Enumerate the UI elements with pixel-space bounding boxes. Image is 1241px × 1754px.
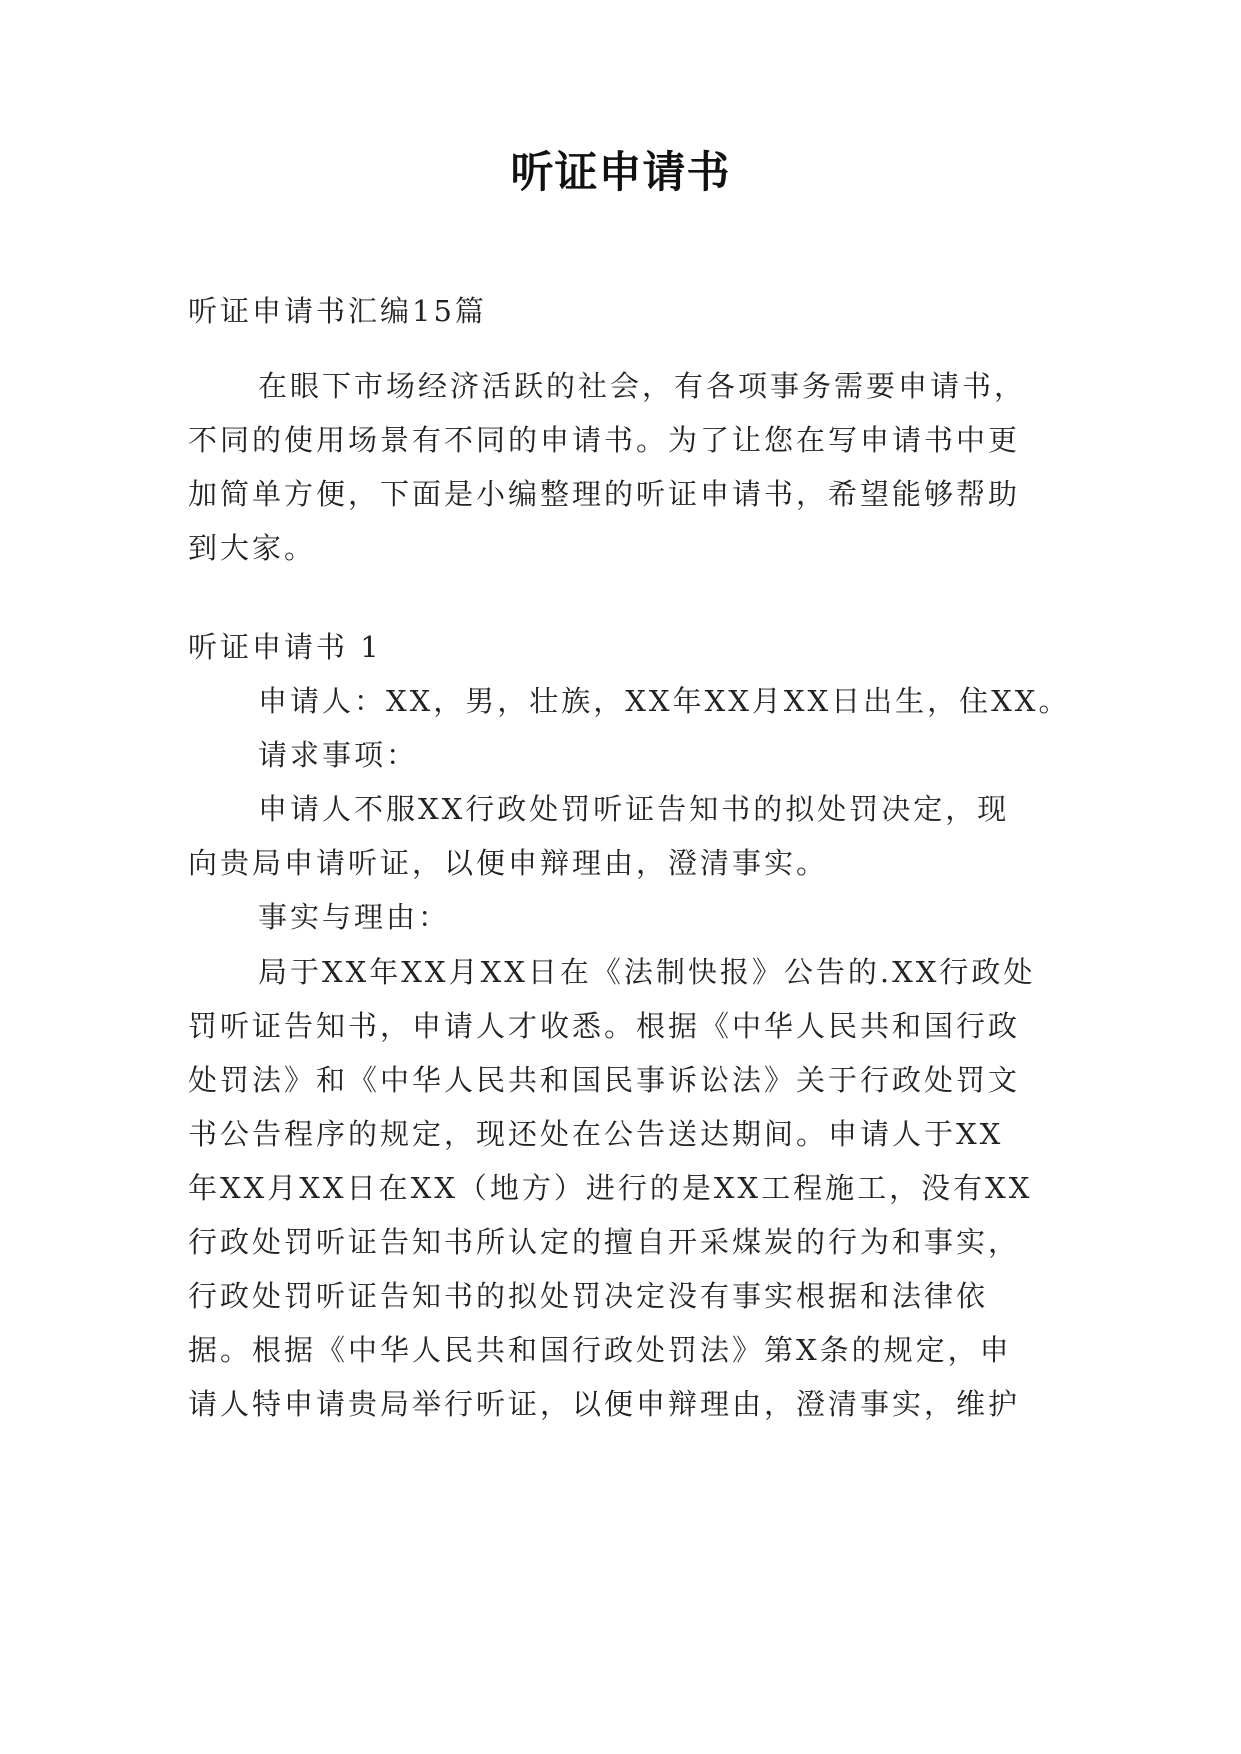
document-subtitle: 听证申请书汇编15篇 — [188, 294, 487, 328]
section-heading: 听证申请书 1 — [188, 630, 382, 664]
facts-line-5: 年XX月XX日在XX（地方）进行的是XX工程施工，没有XX — [188, 1171, 1033, 1205]
facts-line-4: 书公告程序的规定，现还处在公告送达期间。申请人于XX — [188, 1117, 1004, 1151]
request-label: 请求事项： — [258, 738, 419, 772]
facts-line-3: 处罚法》和《中华人民共和国民事诉讼法》关于行政处罚文 — [188, 1063, 1021, 1097]
document-title: 听证申请书 — [510, 148, 731, 198]
intro-line-4: 到大家。 — [188, 531, 317, 565]
facts-line-6: 行政处罚听证告知书所认定的擅自开采煤炭的行为和事实， — [188, 1225, 1021, 1259]
facts-line-7: 行政处罚听证告知书的拟处罚决定没有事实根据和法律依 — [188, 1279, 989, 1313]
facts-line-2: 罚听证告知书，申请人才收悉。根据《中华人民共和国行政 — [188, 1009, 1021, 1043]
intro-line-2: 不同的使用场景有不同的申请书。为了让您在写申请书中更 — [188, 423, 1021, 457]
intro-line-1: 在眼下市场经济活跃的社会，有各项事务需要申请书， — [258, 369, 1027, 403]
facts-line-1: 局于XX年XX月XX日在《法制快报》公告的.XX行政处 — [258, 955, 1036, 989]
facts-label: 事实与理由： — [258, 900, 451, 934]
facts-line-8: 据。根据《中华人民共和国行政处罚法》第X条的规定，申 — [188, 1333, 1012, 1367]
intro-line-3: 加简单方便，下面是小编整理的听证申请书，希望能够帮助 — [188, 477, 1021, 511]
request-text-line-1: 申请人不服XX行政处罚听证告知书的拟处罚决定，现 — [258, 792, 1010, 826]
facts-line-9: 请人特申请贵局举行听证，以便申辩理由，澄清事实，维护 — [188, 1387, 1021, 1421]
applicant-line: 申请人：XX，男，壮族，XX年XX月XX日出生，住XX。 — [258, 684, 1071, 718]
request-text-line-2: 向贵局申请听证，以便申辩理由，澄清事实。 — [188, 846, 829, 880]
